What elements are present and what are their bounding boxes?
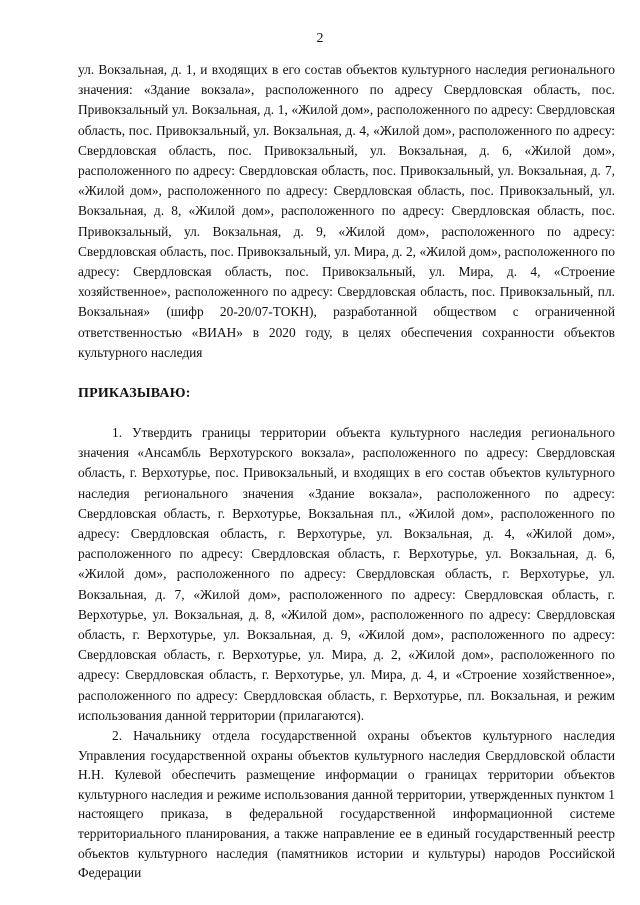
order-item-2: 2. Начальнику отдела государственной охраны объектов культурного наследия Управления государственной охраны объектов культурного наследия Свердловской области Н.Н. Кулевой обеспечить размещение информации о границах территории объектов культурного наследия и режиме использования данной территории, утвержденных пунктом 1 настоящего приказа, в федеральной государственной информационной системе территориального планирования, а также направление ее в единый государственный реестр объектов культурного наследия (памятников истории и культуры) народов Российской Федерации [78,728,615,881]
intro-paragraph: ул. Вокзальная, д. 1, и входящих в его состав объектов культурного наследия регионального значения: «Здание вокзала», расположенного по адресу Свердловская область, пос. Привокзальный ул. Вокзальная, д. 1, «Жилой дом», расположенного по адресу: Свердловская область, пос. Привокзальный, ул. Вокзальная, д. 4, «Жилой дом», расположенного по адресу: Свердловская область, пос. Привокзальный, ул. Вокзальная, д. 6, «Жилой дом», расположенного по адресу: Свердловская область, пос. Привокзальный, ул. Вокзальная, д. 7, «Жилой дом», расположенного по адресу: Свердловская область, пос. Привокзальный, ул. Вокзальная, д. 8, «Жилой дом», расположенного по адресу: Свердловская область, пос. Привокзальный, ул. Вокзальная, д. 9, «Жилой дом», расположенного по адресу: Свердловская область, пос. Привокзальный, ул. Мира, д. 2, «Жилой дом», расположенного по адресу: Свердловская область, пос. Привокзальный, ул. Мира, д. 4, «Строение хозяйственное», расположенного по адресу: Свердловская область, пос. Привокзальный, пл. Вокзальная» (шифр 20-20/07-ТОКН), разработанной обществом с ограниченной ответственностью «ВИАН» в 2020 году, в целях обеспечения сохранности объектов культурного наследия [78,62,615,360]
page-number: 2 [316,31,324,46]
document-body [78,60,615,883]
order-heading: ПРИКАЗЫВАЮ: [78,386,191,402]
order-item-1: 1. Утвердить границы территории объекта культурного наследия регионального значения «Ансамбль Верхотурского вокзала», расположенного по адресу: Свердловская область, г. Верхотурье, пос. Привокзальный, и входящих в его состав объектов культурного наследия регионального значения «Здание вокзала», расположенного по адресу: Свердловская область, г. Верхотурье, Вокзальная пл., «Жилой дом», расположенного по адресу: Свердловская область, г. Верхотурье, ул. Вокзальная, д. 4, «Жилой дом», расположенного по адресу: Свердловская область, г. Верхотурье, ул. Вокзальная, д. 6, «Жилой дом», расположенного по адресу: Свердловская область, г. Верхотурье, ул. Вокзальная, д. 7, «Жилой дом», расположенного по адресу: Свердловская область, г. Верхотурье, ул. Вокзальная, д. 8, «Жилой дом», расположенного по адресу: Свердловская область, г. Верхотурье, ул. Вокзальная, д. 9, «Жилой дом», расположенного по адресу: Свердловская область, г. Верхотурье, ул. Мира, д. 2, «Жилой дом», расположенного по адресу: Свердловская область, г. Верхотурье, ул. Мира, д. 4, и «Строение хозяйственное», расположенного по адресу: Свердловская область, г. Верхотурье, пл. Вокзальная, и режим использования данной территории (прилагаются). [78,425,615,723]
